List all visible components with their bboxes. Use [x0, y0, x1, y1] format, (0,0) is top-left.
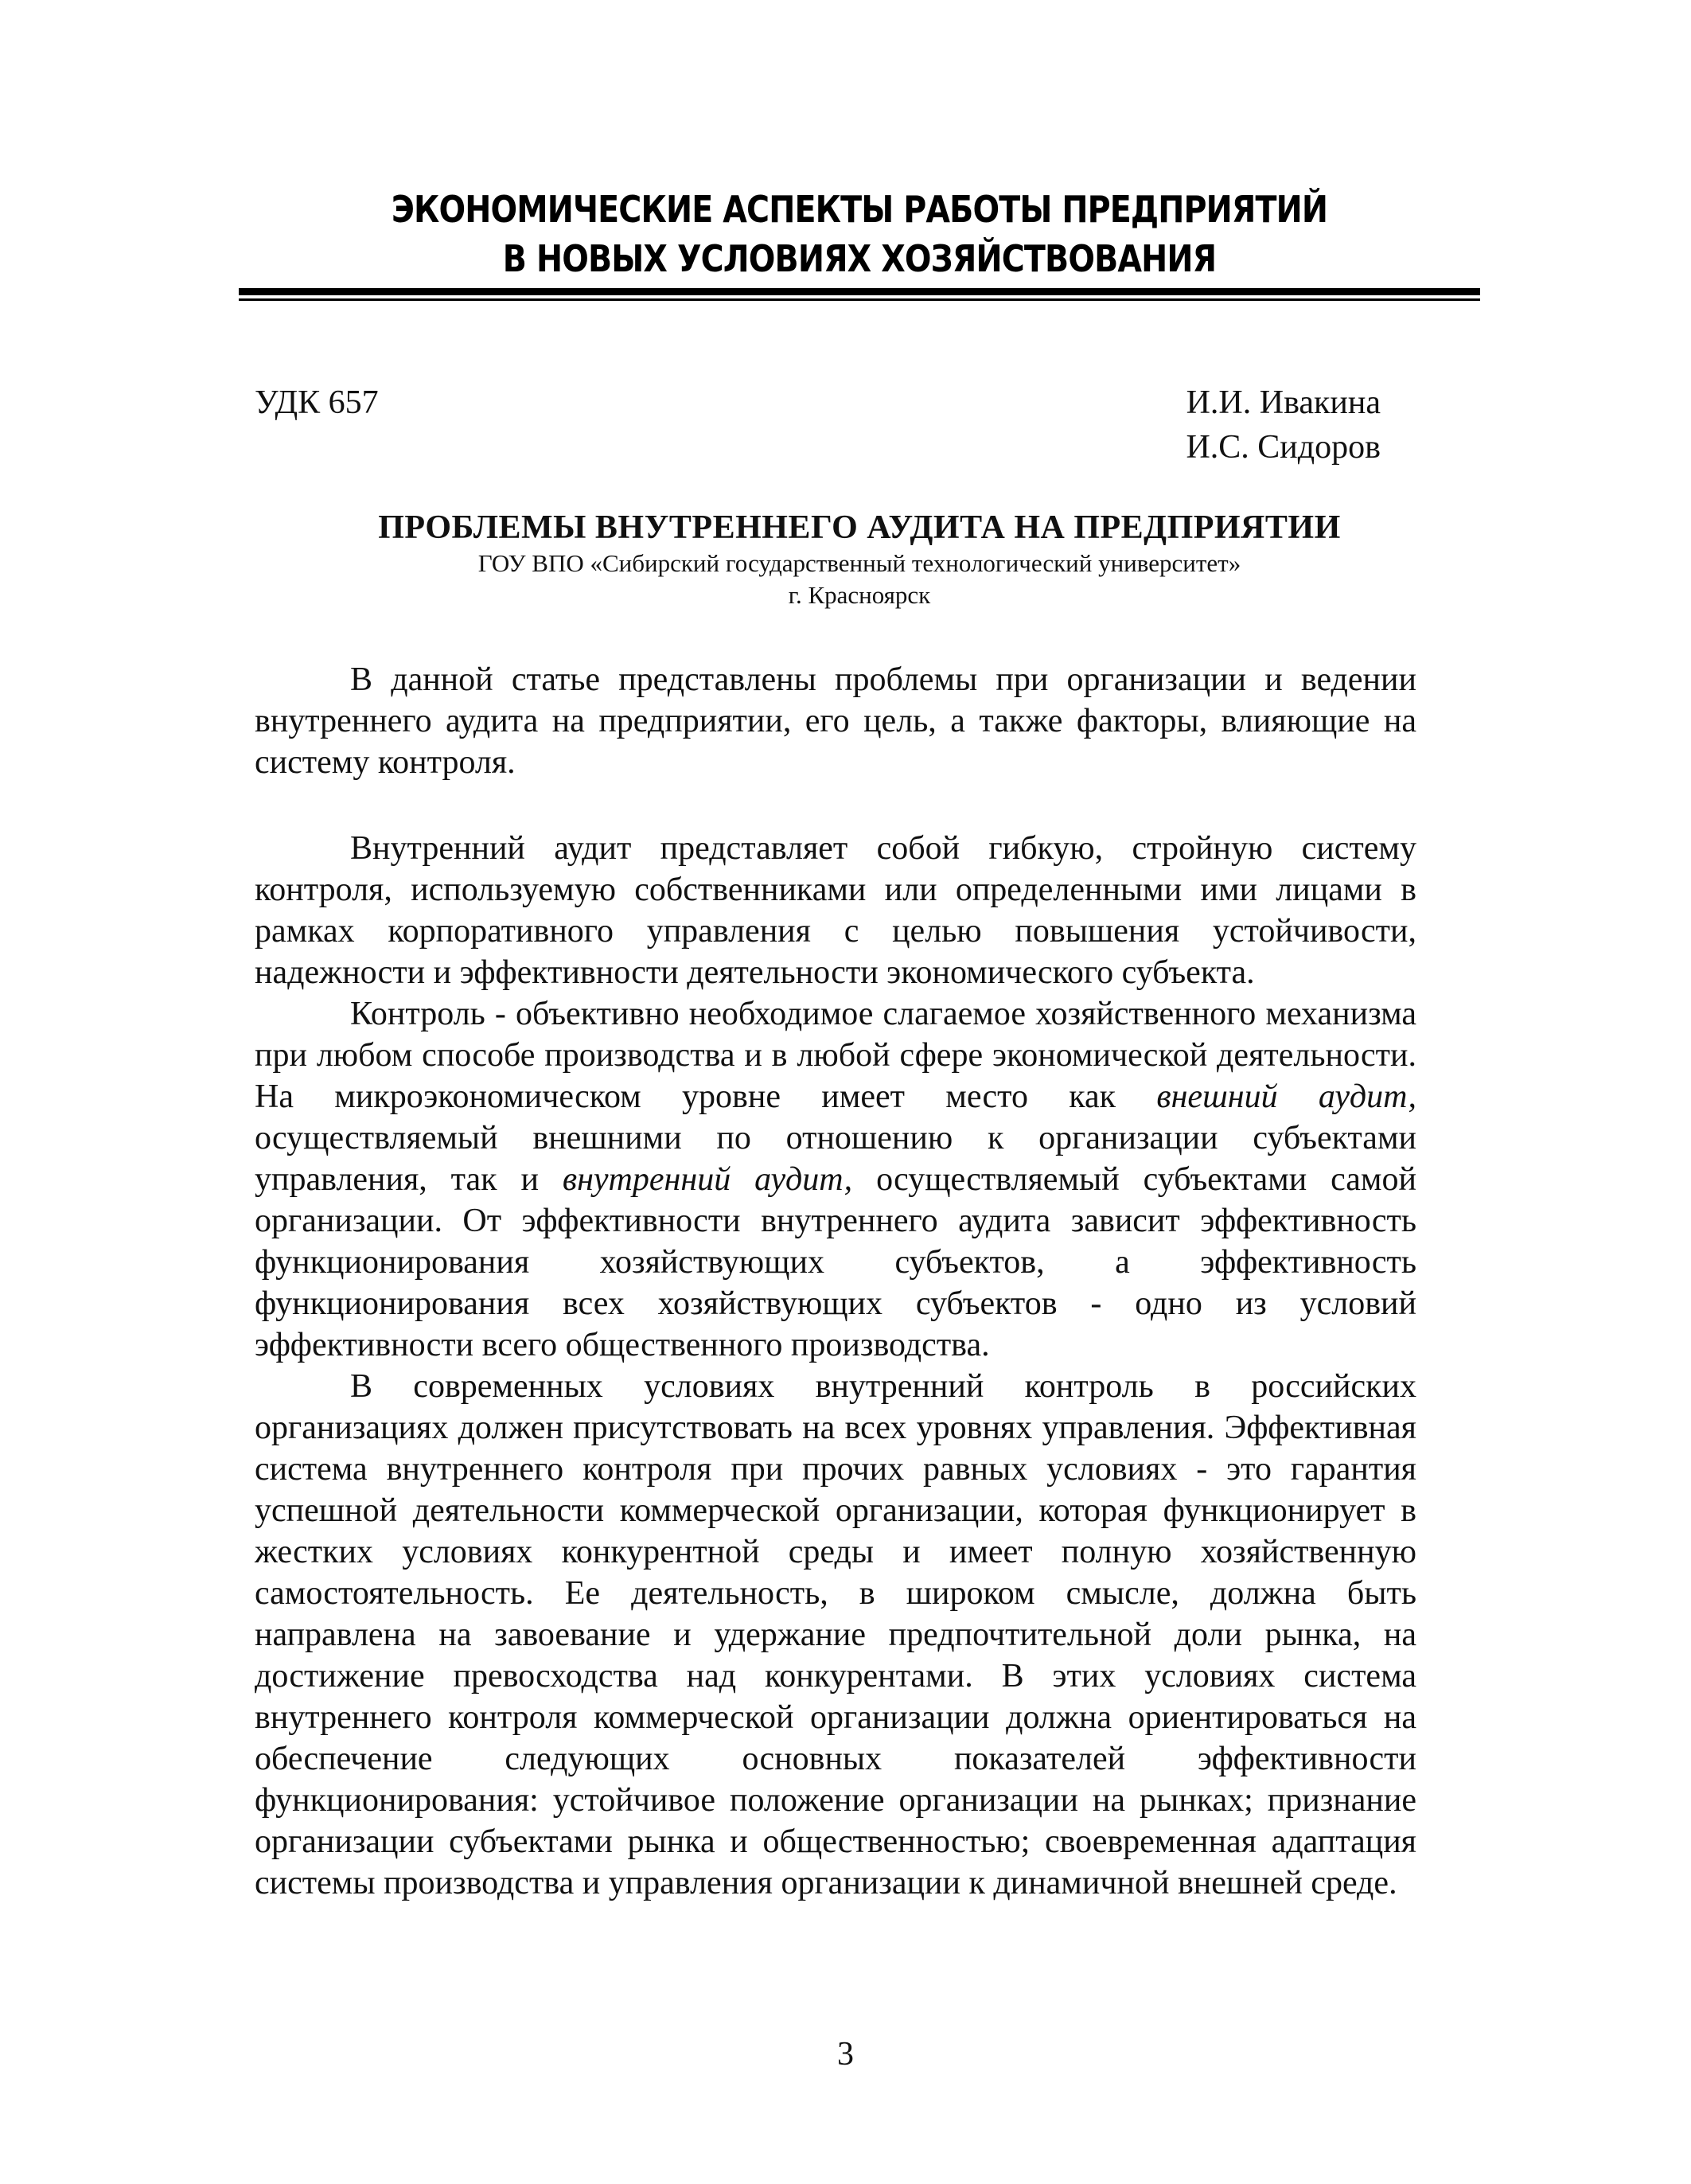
abstract: [255, 659, 1416, 783]
p2-text-2: осуществляемый внешними по отношению к организации субъектами управления, так и: [255, 1120, 1416, 1198]
article-body: [255, 828, 1416, 1904]
author-2: И.С. Сидоров: [1186, 429, 1381, 466]
udk-code: УДК 657: [255, 384, 379, 421]
p2-italic-external-audit: внешний аудит,: [1156, 1078, 1416, 1115]
affiliation-institution: ГОУ ВПО «Сибирский государственный технологический университет»: [477, 549, 1241, 577]
body-paragraph-1: Внутренний аудит представляет собой гибкую, стройную систему контроля, используемую собственниками или определенными ими лицами в рамках корпоративного управления с целью повышения устойчивости, надежности и эффективности деятельности экономического субъекта.: [255, 830, 1416, 991]
running-header: [325, 185, 1393, 283]
p2-text-1: Контроль - объективно необходимое слагаемое хозяйственного механизма при любом способе производства и в любой сфере экономической деятельности. На микроэкономическом уровне имеет место как: [255, 996, 1416, 1115]
header-rule-thin: [239, 298, 1480, 301]
author-1: И.И. Ивакина: [1186, 384, 1381, 421]
affiliation-city: г. Красноярск: [788, 581, 931, 609]
page-number: 3: [837, 2036, 854, 2073]
body-paragraph-2: [255, 993, 1416, 1366]
p2-text-3: осуществляемый субъектами самой организации. От эффективности внутреннего аудита зависит эффективность функционирования хозяйствующих субъектов, а эффективность функционирования всех хозяйствующих субъектов - одно из условий эффективности всего общественного производства.: [255, 1161, 1416, 1363]
p2-italic-internal-audit: внутренний аудит,: [562, 1161, 853, 1198]
running-header-line-2: В НОВЫХ УСЛОВИЯХ ХОЗЯЙСТВОВАНИЯ: [502, 237, 1217, 280]
body-paragraph-3: В современных условиях внутренний контроль в российских организациях должен присутствовать на всех уровнях управления. Эффективная система внутреннего контроля при прочих равных условиях - это гарантия успешной деятельности коммерческой организации, которая функционирует в жестких условиях конкурентной среды и имеет полную хозяйственную самостоятельность. Ее деятельность, в широком смысле, должна быть направлена на завоевание и удержание предпочтительной доли рынка, на достижение превосходства над конкурентами. В этих условиях система внутреннего контроля коммерческой организации должна ориентироваться на обеспечение следующих основных показателей эффективности функционирования: устойчивое положение организации на рынках; признание организации субъектами рынка и общественностью; своевременная адаптация системы производства и управления организации к динамичной внешней среде.: [255, 1368, 1416, 1901]
running-header-line-1: ЭКОНОМИЧЕСКИЕ АСПЕКТЫ РАБОТЫ ПРЕДПРИЯТИЙ: [391, 188, 1328, 231]
header-rule-thick: [239, 288, 1480, 295]
title-block: [239, 508, 1480, 611]
abstract-paragraph: В данной статье представлены проблемы при организации и ведении внутреннего аудита на предприятии, его цель, а также факторы, влияющие на систему контроля.: [255, 661, 1416, 781]
article-title: ПРОБЛЕМЫ ВНУТРЕННЕГО АУДИТА НА ПРЕДПРИЯТИИ: [378, 509, 1341, 546]
authors-block: [1186, 380, 1381, 470]
